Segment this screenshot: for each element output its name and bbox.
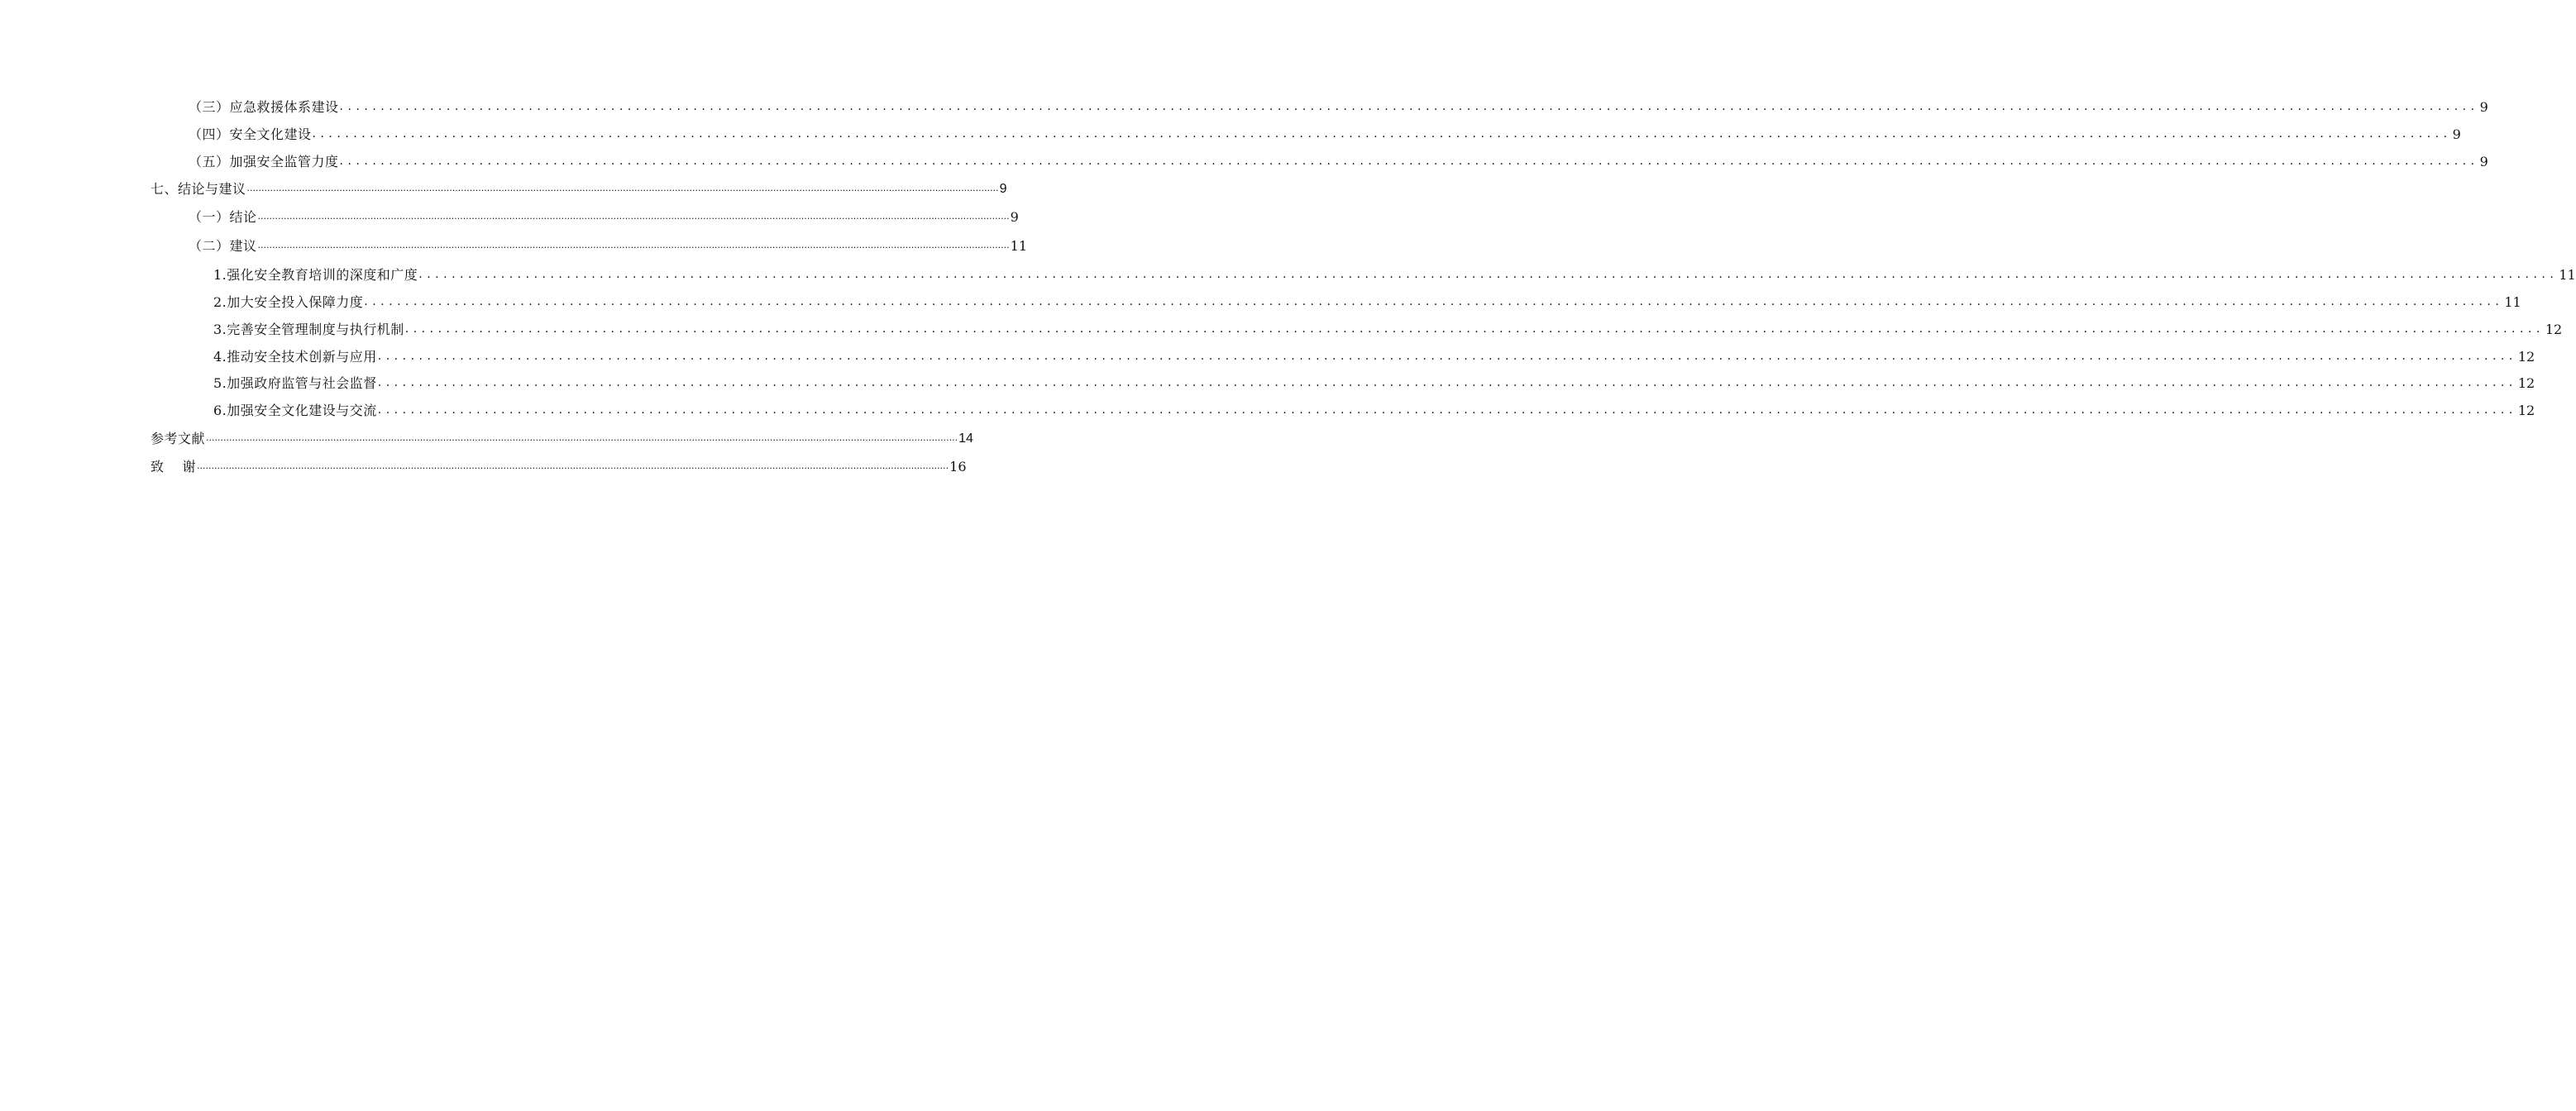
dot-leader: .................................................................................................................................................................................................................................................................... (339, 155, 2479, 168)
toc-entry-label: （二）建议 (189, 238, 257, 254)
toc-entry-label: （一）结论 (189, 209, 257, 225)
toc-entry-suggestion-1[interactable] (213, 264, 2576, 284)
dot-leader: .................................................................................................................................................................................................................................................................... (364, 295, 2504, 308)
toc-entry-label: 七、结论与建议 (151, 181, 246, 197)
toc-entry-suggestion-2[interactable] (213, 291, 2521, 311)
toc-entry-label: （三）应急救援体系建设 (189, 99, 339, 115)
toc-entry-suggestion-3[interactable] (213, 318, 2563, 338)
toc-page-number: 12 (2517, 349, 2535, 365)
toc-entry-label: 5.加强政府监管与社会监督 (213, 375, 377, 391)
toc-page-number: 9 (1010, 209, 1019, 225)
toc-entry-references[interactable] (151, 427, 973, 447)
toc-entry-conclusion-section[interactable] (151, 178, 1007, 198)
toc-page-number: 11 (2559, 267, 2576, 283)
toc-page-number: 11 (2504, 294, 2521, 310)
toc-page-number: 9 (2479, 154, 2488, 169)
dot-leader: .................................................................................................................................................................................................................................................................... (377, 403, 2517, 417)
toc-page-number: 14 (958, 432, 973, 446)
toc-entry-label: 2.加大安全投入保障力度 (213, 294, 364, 310)
toc-entry-suggestion-6[interactable] (213, 399, 2535, 419)
dot-leader: .................................................................................................................................................................................................................................................................... (312, 127, 2452, 141)
dot-leader: .................................................................................................................................................................................................................................................................... (257, 211, 1010, 222)
toc-page-number: 9 (999, 182, 1007, 196)
toc-entry-supervision[interactable] (189, 150, 2488, 170)
toc-entry-label: 6.加强安全文化建设与交流 (213, 403, 377, 418)
toc-entry-emergency-rescue[interactable] (189, 96, 2488, 116)
dot-leader: .................................................................................................................................................................................................................................................................... (339, 100, 2479, 113)
toc-entry-safety-culture[interactable] (189, 123, 2461, 143)
toc-page-number: 9 (2452, 126, 2461, 142)
dot-leader: .................................................................................................................................................................................................................................................................... (197, 460, 949, 471)
toc-entry-suggestions[interactable] (189, 235, 1027, 255)
toc-page-number: 9 (2479, 99, 2488, 115)
dot-leader: .................................................................................................................................................................................................................................................................... (418, 268, 2559, 281)
toc-page-number: 12 (2517, 375, 2535, 391)
toc-entry-label: （五）加强安全监管力度 (189, 154, 339, 169)
toc-entry-label: 1.强化安全教育培训的深度和广度 (213, 267, 418, 283)
dot-leader: .................................................................................................................................................................................................................................................................... (257, 240, 1010, 250)
toc-entry-label (151, 459, 196, 475)
dot-leader: .................................................................................................................................................................................................................................................................... (377, 350, 2517, 363)
toc-entry-conclusion[interactable] (189, 206, 1019, 226)
ack-char-1: 致 (151, 459, 165, 474)
toc-entry-label: （四）安全文化建设 (189, 126, 312, 142)
toc-entry-acknowledgement[interactable] (151, 455, 967, 475)
toc-page-number: 11 (1010, 238, 1027, 254)
dot-leader: .................................................................................................................................................................................................................................................................... (404, 322, 2545, 336)
toc-entry-label: 3.完善安全管理制度与执行机制 (213, 322, 404, 337)
toc-entry-suggestion-5[interactable] (213, 372, 2535, 392)
toc-page-number: 12 (2517, 403, 2535, 418)
toc-entry-label: 4.推动安全技术创新与应用 (213, 349, 377, 365)
toc-page-number: 16 (949, 459, 967, 474)
dot-leader: .................................................................................................................................................................................................................................................................... (377, 376, 2517, 389)
dot-leader: .................................................................................................................................................................................................................................................................... (246, 183, 999, 193)
ack-char-2: 谢 (182, 459, 197, 474)
toc-page-number: 12 (2545, 322, 2563, 337)
dot-leader: .................................................................................................................................................................................................................................................................... (206, 432, 958, 443)
toc-entry-suggestion-4[interactable] (213, 346, 2535, 365)
toc-entry-label: 参考文献 (151, 431, 206, 446)
